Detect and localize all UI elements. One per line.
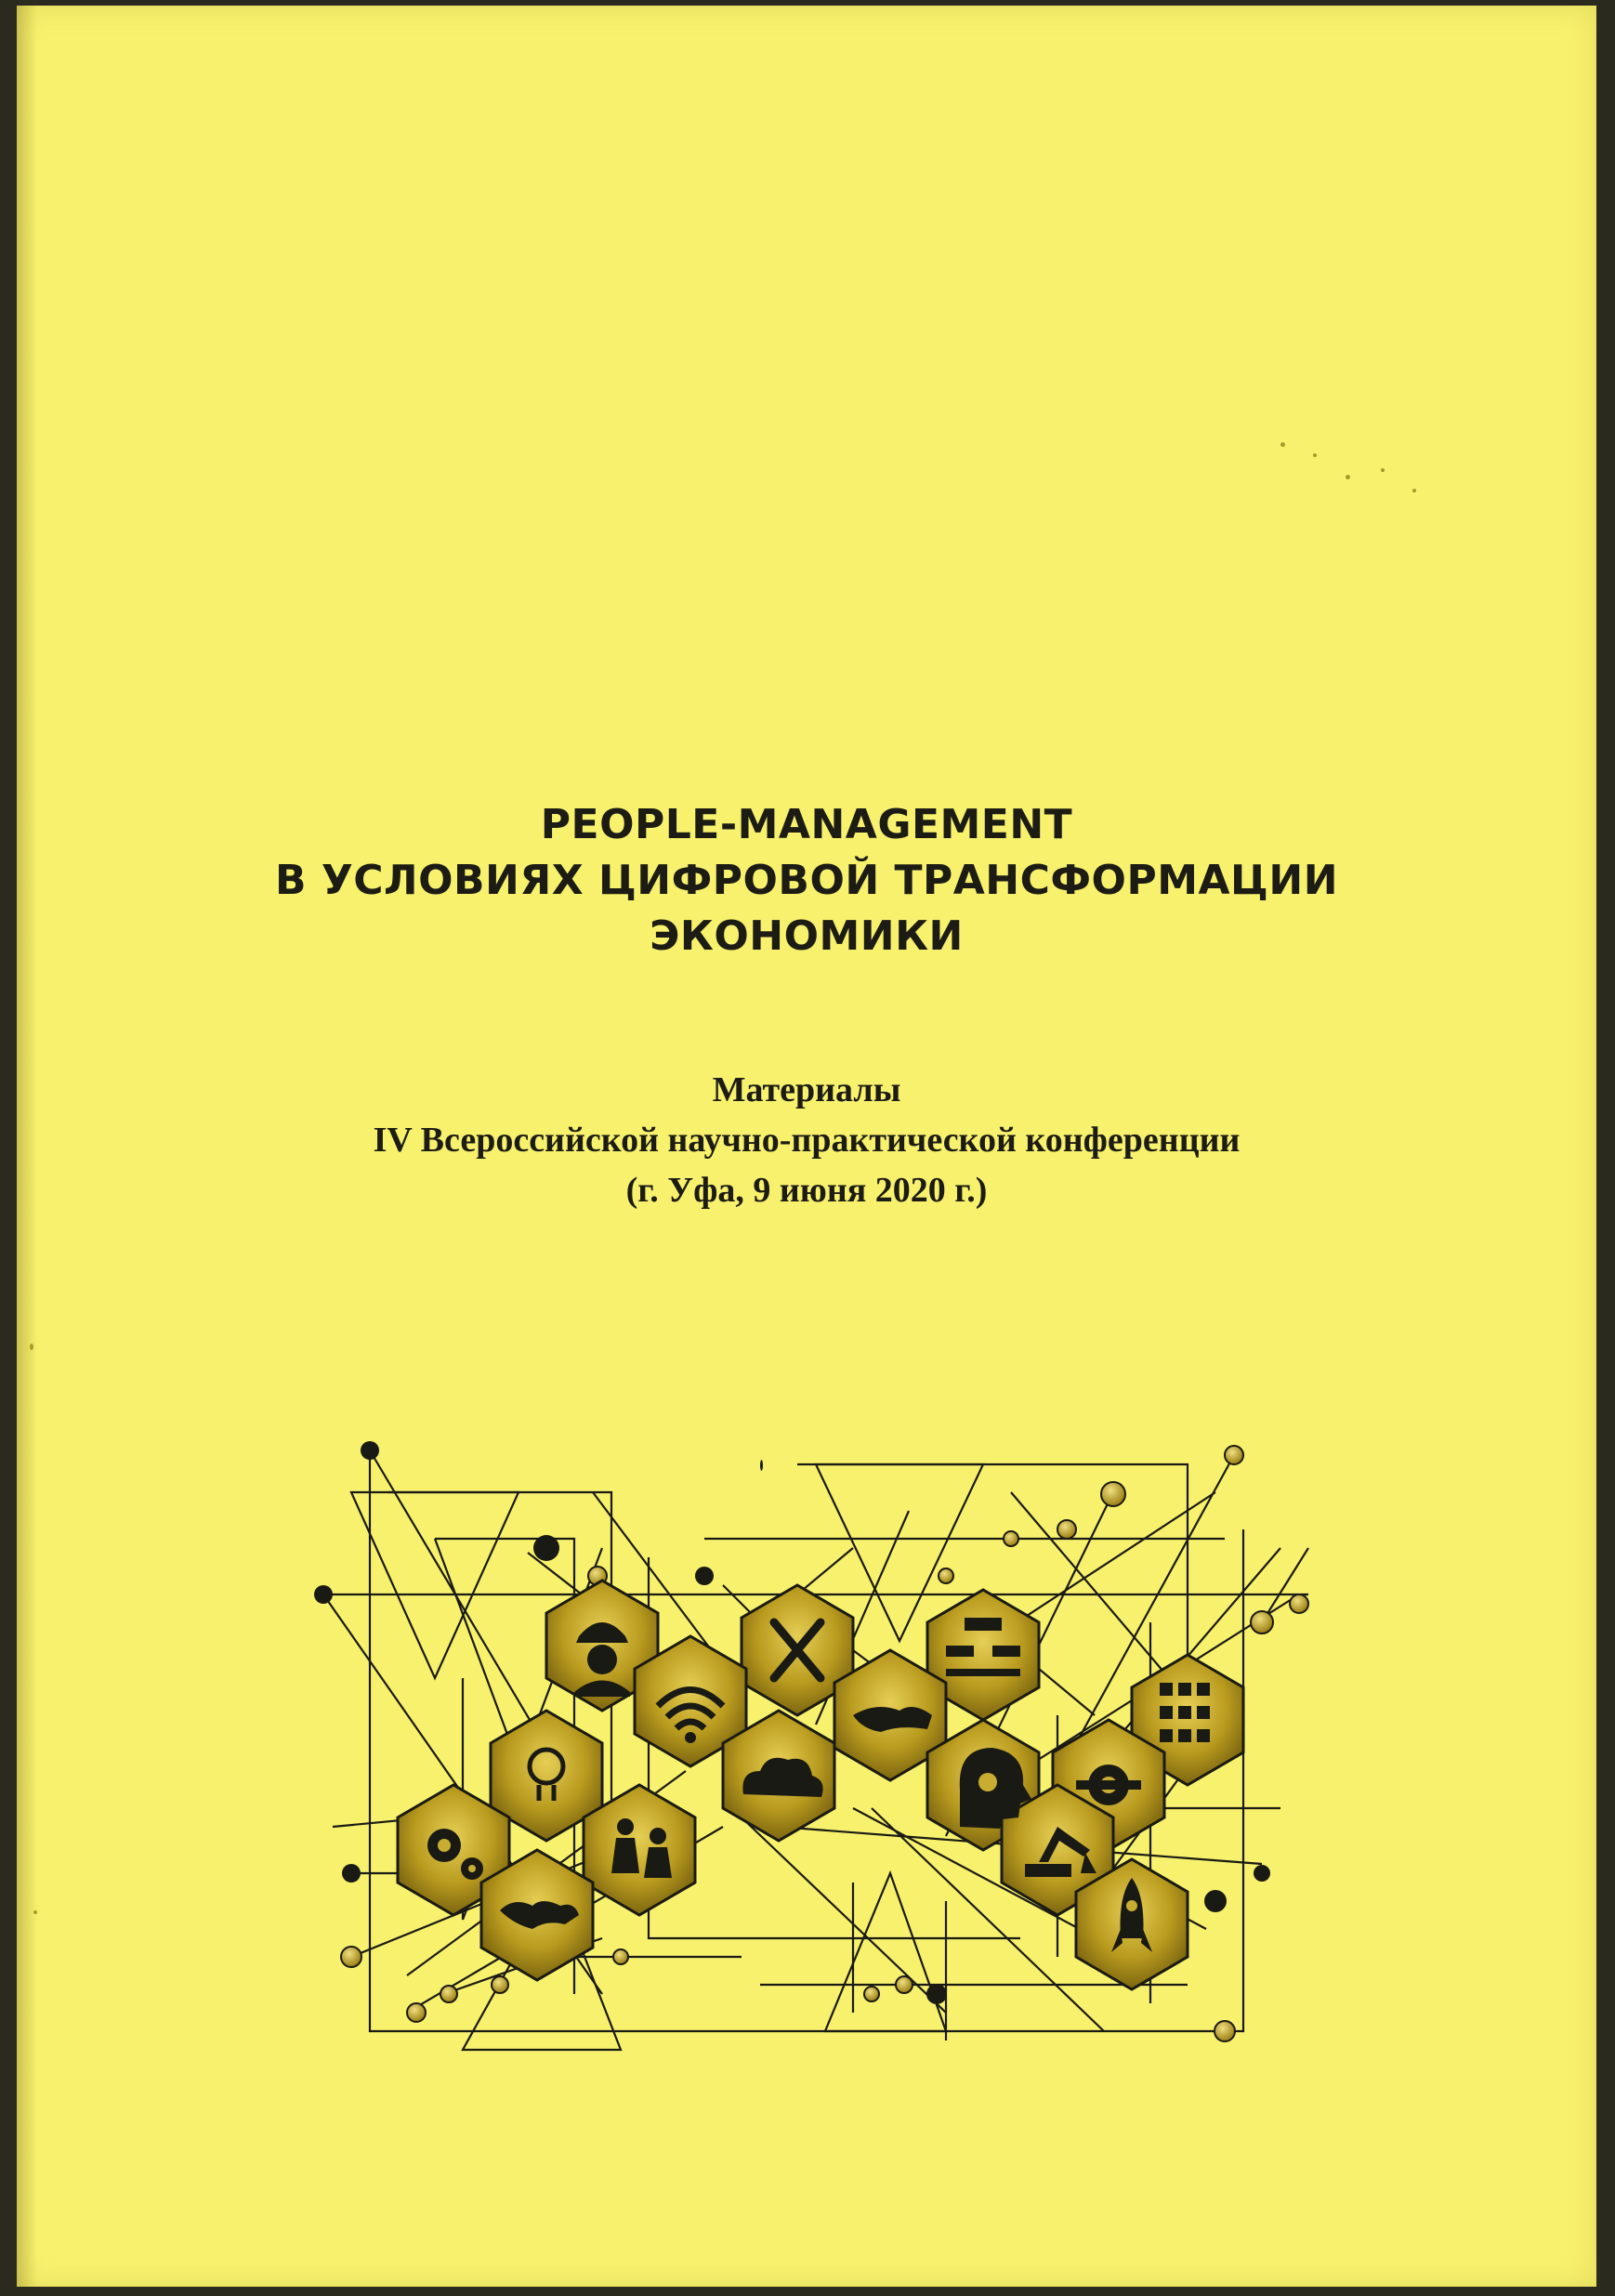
title-line-3: ЭКОНОМИКИ: [650, 912, 964, 960]
book-cover: [17, 6, 1596, 2287]
book-subtitle: [17, 1065, 1596, 1215]
subtitle-line-3: (г. Уфа, 9 июня 2020 г.): [625, 1171, 988, 1210]
book-title: [17, 797, 1596, 964]
title-line-1: PEOPLE-MANAGEMENT: [540, 801, 1073, 848]
network-hexagon-illustration: [295, 1437, 1346, 2106]
data-grid-icon: [1160, 1683, 1210, 1742]
title-line-2: В УСЛОВИЯХ ЦИФРОВОЙ ТРАНСФОРМАЦИИ: [274, 857, 1339, 904]
subtitle-line-1: Материалы: [712, 1070, 901, 1109]
wifi-dot: [685, 1732, 696, 1743]
subtitle-line-2: IV Всероссийской научно-практической конференции: [373, 1121, 1241, 1160]
